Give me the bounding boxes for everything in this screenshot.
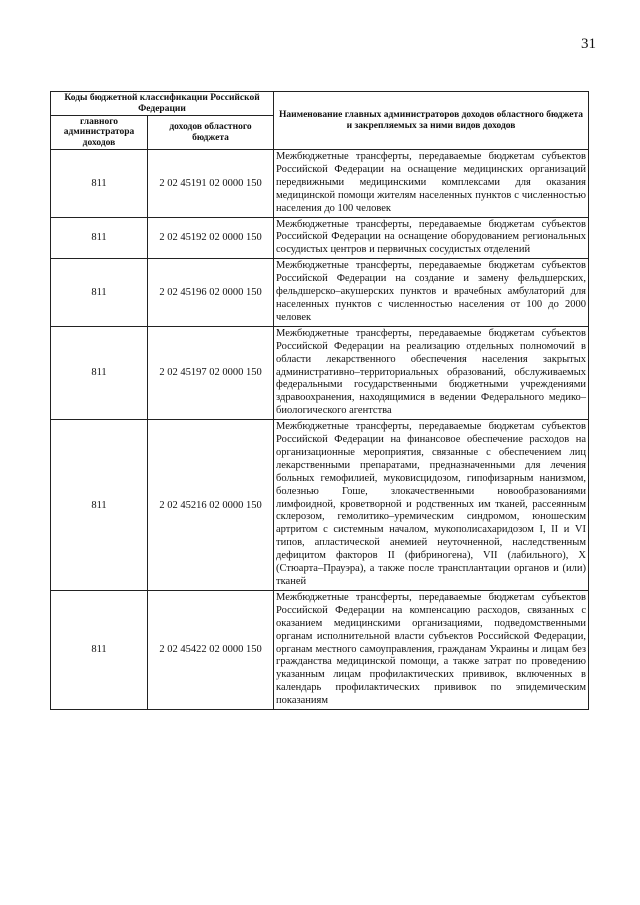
codes-group-header: Коды бюджетной классификации Российской Федерации xyxy=(51,92,274,116)
income-code-cell: 2 02 45197 02 0000 150 xyxy=(148,326,274,419)
table-row xyxy=(51,420,589,591)
income-name-cell: Межбюджетные трансферты, передаваемые бюджетам субъектов Российской Федерации на компенсацию расходов, связанных с оказанием медицинскими организациями, подведомственными органам исполнительной власти субъектов Российской Федерации, органам местного самоуправления, гражданам Украины и лицам без гражданства медицинской помощи, а также затрат по проведению указанным лицам профилактических прививок, включенных в календарь профилактических прививок по эпидемическим показаниям xyxy=(274,590,589,709)
table-row xyxy=(51,326,589,419)
income-name-cell: Межбюджетные трансферты, передаваемые бюджетам субъектов Российской Федерации на создание и замену фельдшерских, фельдшерско–акушерских пунктов и врачебных амбулаторий для населенных пунктов с численностью населения от 100 до 2000 человек xyxy=(274,259,589,327)
page-number: 31 xyxy=(581,36,596,52)
table-row xyxy=(51,590,589,709)
admin-code-cell: 811 xyxy=(51,420,148,591)
income-name-cell: Межбюджетные трансферты, передаваемые бюджетам субъектов Российской Федерации на реализацию отдельных полномочий в области лекарственного обеспечения населения закрытых административно–территориальных образований, обслуживаемых федеральными государственными бюджетными учреждениями здравоохранения, находящимися в ведении Федерального медико–биологического агентства xyxy=(274,326,589,419)
income-name-cell: Межбюджетные трансферты, передаваемые бюджетам субъектов Российской Федерации на оснащение оборудованием региональных сосудистых центров и первичных сосудистых отделений xyxy=(274,217,589,259)
admin-code-cell: 811 xyxy=(51,259,148,327)
table-row xyxy=(51,217,589,259)
income-name-cell: Межбюджетные трансферты, передаваемые бюджетам субъектов Российской Федерации на оснащение медицинских организаций передвижными медицинскими комплексами для оказания медицинской помощи жителям населенных пунктов с численностью населения до 100 человек xyxy=(274,150,589,218)
table-row xyxy=(51,259,589,327)
admin-column-header: главного администратора доходов xyxy=(51,116,148,150)
admin-code-cell: 811 xyxy=(51,150,148,218)
admin-code-cell: 811 xyxy=(51,590,148,709)
income-name-cell: Межбюджетные трансферты, передаваемые бюджетам субъектов Российской Федерации на финансовое обеспечение расходов на организационные мероприятия, связанные с обеспечением лиц лекарственными препаратами, предназначенными для лечения больных гемофилией, муковисцидозом, гипофизарным нанизмом, болезнью Гоше, злокачественными новообразованиями лимфоидной, кроветворной и родственных им тканей, рассеянным склерозом, гемолитико–уремическим синдромом, юношеским артритом с системным началом, мукополисахаридозом I, II и VI типов, апластической анемией неуточненной, наследственным дефицитом факторов II (фибриногена), VII (лабильного), X (Стюарта–Прауэра), а также после трансплантации органов и (или) тканей xyxy=(274,420,589,591)
income-code-cell: 2 02 45196 02 0000 150 xyxy=(148,259,274,327)
income-code-cell: 2 02 45216 02 0000 150 xyxy=(148,420,274,591)
admin-code-cell: 811 xyxy=(51,217,148,259)
budget-classification-table xyxy=(50,91,589,710)
income-column-header: доходов областного бюджета xyxy=(148,116,274,150)
table-row xyxy=(51,150,589,218)
admin-code-cell: 811 xyxy=(51,326,148,419)
name-column-header: Наименование главных администраторов доходов областного бюджета и закрепляемых за ними видов доходов xyxy=(274,92,589,150)
income-code-cell: 2 02 45191 02 0000 150 xyxy=(148,150,274,218)
income-code-cell: 2 02 45192 02 0000 150 xyxy=(148,217,274,259)
income-code-cell: 2 02 45422 02 0000 150 xyxy=(148,590,274,709)
